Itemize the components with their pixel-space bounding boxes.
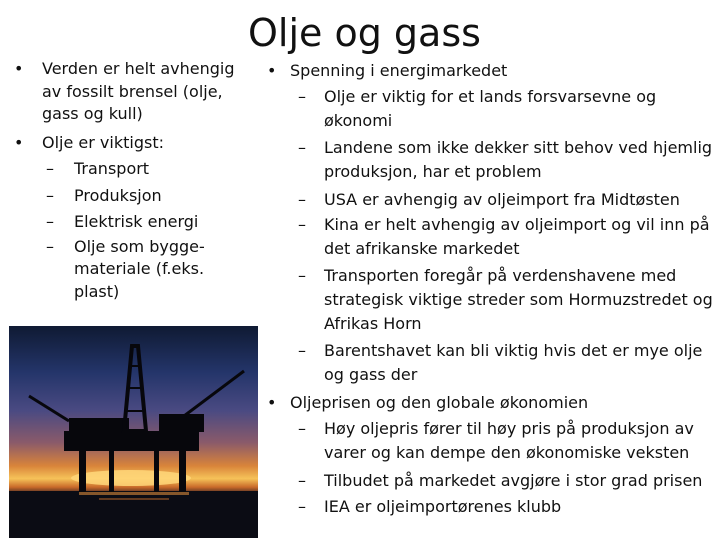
left-bullet-list [8, 58, 248, 307]
sub-bullet-supply-price: – Tilbudet på markedet avgjøre i stor grad prisen [264, 468, 720, 495]
sub-bullet-domestic-production: – Landene som ikke dekker sitt behov ved hjemlig produksjon, har et problem [264, 136, 720, 184]
sub-bullet-iea-club: – IEA er oljeimportørenes klubb [264, 494, 720, 521]
sub-bullet-defense-economy: – Olje er viktig for et lands forsvarsevne og økonomi [264, 85, 720, 133]
sub-bullet-usa-import: – USA er avhengig av oljeimport fra Midtøsten [264, 187, 720, 214]
sub-bullet-barents-sea: – Barentshavet kan bli viktig hvis det er mye olje og gass der [264, 339, 720, 387]
sub-bullet-high-price: – Høy oljepris fører til høy pris på produksjon av varer og kan dempe den økonomiske veksten [264, 417, 720, 465]
bullet-oil-most-important: • Olje er viktigst: [8, 130, 248, 157]
sub-bullet-transport-straits: – Transporten foregår på verdenshavene med strategisk viktige streder som Hormuzstredet og Afrikas Horn [264, 264, 720, 336]
sub-bullet-transport: – Transport [8, 156, 248, 183]
sub-bullet-electric-energy: – Elektrisk energi [8, 209, 248, 236]
oil-rig-silhouette [9, 326, 258, 538]
sub-bullet-china-africa: – Kina er helt avhengig av oljeimport og vil inn på det afrikanske markedet [264, 213, 720, 261]
bullet-fossil-fuel: • Verden er helt avhengig av fossilt brensel (olje, gass og kull) [8, 58, 248, 126]
right-bullet-list [264, 58, 720, 521]
bullet-energy-market-tension: • Spenning i energimarkedet [264, 58, 720, 85]
slide-title: Olje og gass [248, 11, 481, 55]
oil-rig-photo [9, 326, 258, 538]
sub-bullet-production: – Produksjon [8, 183, 248, 210]
sub-bullet-building-material: – Olje som bygge-materiale (f.eks. plast) [8, 236, 248, 304]
bullet-oil-price-economy: • Oljeprisen og den globale økonomien [264, 390, 720, 417]
